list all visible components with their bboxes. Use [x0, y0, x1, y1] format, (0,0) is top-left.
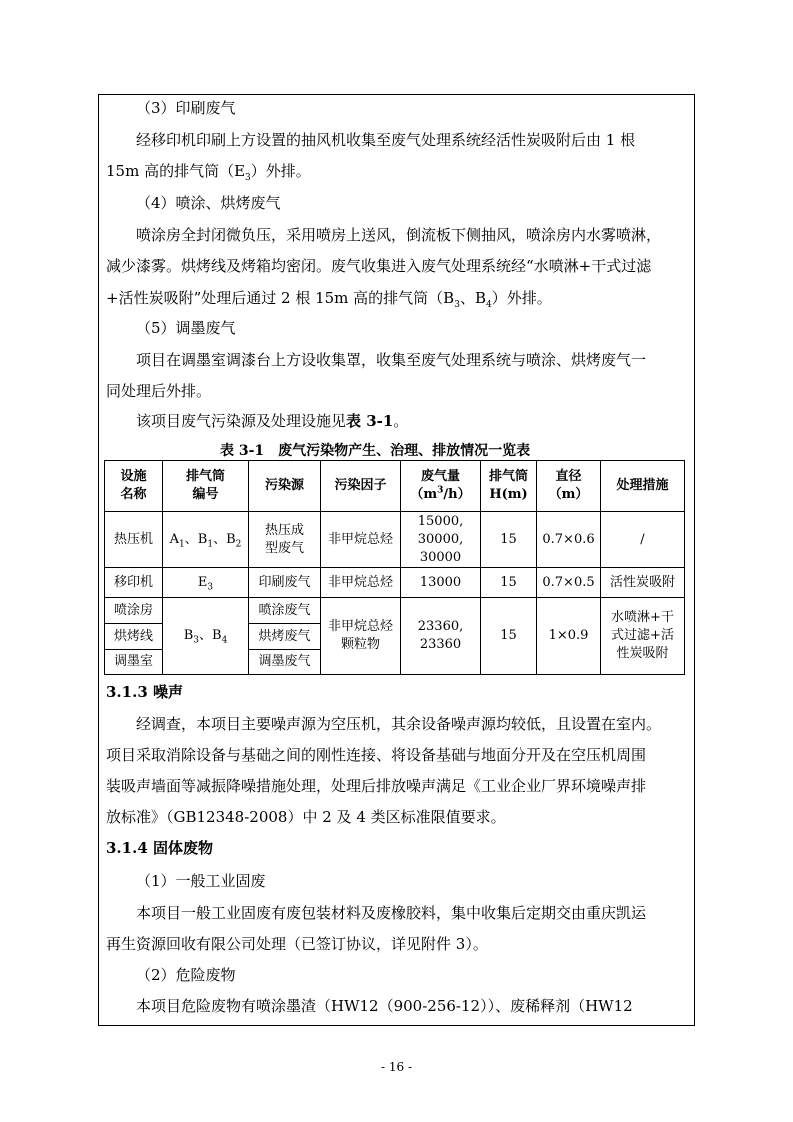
cell-facility: 喷涂房 — [105, 598, 163, 624]
paragraph-noise-line2: 项目采取消除设备与基础之间的刚性连接、将设备基础与地面分开及在空压机周围 — [106, 746, 647, 764]
paragraph-noise-line1: 经调查，本项目主要噪声源为空压机，其余设备噪声源均较低，且设置在室内。 — [136, 715, 662, 733]
paragraph-spray-line3: +活性炭吸附”处理后通过 2 根 15m 高的排气筒（$B_3$、$B_4$）外排。 — [106, 289, 552, 310]
cell-diameter: 0.7×0.5 — [537, 568, 601, 598]
paragraph-noise-line4: 放标准》（GB12348-2008）中 2 及 4 类区标准限值要求。 — [106, 808, 506, 826]
paragraph-spray-line2: 减少漆雾。烘烤线及烤箱均密闭。废气收集进入废气处理系统经“水喷淋+干式过滤 — [106, 257, 652, 275]
cell-factor: 非甲烷总烃 颗粒物 — [321, 598, 401, 675]
paragraph-spray-line1: 喷涂房全封闭微负压，采用喷房上送风，倒流板下侧抽风，喷涂房内水雾喷淋， — [136, 226, 662, 244]
section-heading-noise: 3.1.3 噪声 — [106, 683, 183, 701]
cell-facility: 热压机 — [105, 512, 163, 568]
paragraph-waste-line2: 再生资源回收有限公司处理（已签订协议，详见附件 3）。 — [106, 935, 488, 953]
subheading-ink-gas: （5）调墨废气 — [136, 319, 236, 337]
cell-source: 烘烤废气 — [249, 624, 321, 650]
cell-source: 印刷废气 — [249, 568, 321, 598]
table-header-row — [105, 461, 685, 512]
header-volume: 废气量 $(m^3/h)$ — [401, 461, 481, 512]
header-measure: 处理措施 — [601, 461, 685, 512]
header-factor: 污染因子 — [321, 461, 401, 512]
cell-diameter: 0.7×0.6 — [537, 512, 601, 568]
paragraph-ink-line1: 项目在调墨室调漆台上方设收集罩，收集至废气处理系统与喷涂、烘烤废气一 — [136, 351, 647, 369]
subheading-spray-gas: （4）喷涂、烘烤废气 — [136, 194, 281, 212]
cell-measure: 水喷淋+干 式过滤+活 性炭吸附 — [601, 598, 685, 675]
cell-factor: 非甲烷总烃 — [321, 568, 401, 598]
cell-source: 调墨废气 — [249, 650, 321, 675]
subheading-printing-gas: （3）印刷废气 — [136, 99, 236, 117]
paragraph-ink-line2: 同处理后外排。 — [106, 382, 212, 400]
cell-measure: / — [601, 512, 685, 568]
subheading-hazardous-waste: （2）危险废物 — [136, 966, 236, 984]
cell-height: 15 — [481, 598, 537, 675]
paragraph-printing-line2: 15m 高的排气筒$(E_3)$外排。 — [106, 162, 311, 183]
header-diameter: 直径 （m） — [537, 461, 601, 512]
cell-diameter: 1×0.9 — [537, 598, 601, 675]
cell-height: 15 — [481, 568, 537, 598]
subheading-general-waste: （1）一般工业固废 — [136, 872, 266, 890]
cell-facility: 调墨室 — [105, 650, 163, 675]
header-facility: 设施 名称 — [105, 461, 163, 512]
paragraph-table-ref: 该项目废气污染源及处理设施见表 3-1。 — [136, 412, 409, 430]
paragraph-waste-line1: 本项目一般工业固废有废包装材料及废橡胶料，集中收集后定期交由重庆凯运 — [136, 904, 647, 922]
section-heading-solid-waste: 3.1.4 固体废物 — [106, 839, 213, 857]
cell-facility: 移印机 — [105, 568, 163, 598]
cell-source: 热压成 型废气 — [249, 512, 321, 568]
table-row — [105, 568, 685, 598]
paragraph-printing-line1: 经移印机印刷上方设置的抽风机收集至废气处理系统经活性炭吸附后由 1 根 — [136, 131, 636, 149]
cell-height: 15 — [481, 512, 537, 568]
cell-measure: 活性炭吸附 — [601, 568, 685, 598]
emission-table — [104, 460, 685, 675]
cell-stack-id: $A_1$、$B_1$、$B_2$ — [163, 512, 249, 568]
cell-stack-id: $B_3$、$B_4$ — [163, 598, 249, 675]
cell-volume: 15000, 30000, 30000 — [401, 512, 481, 568]
table-caption: 表 3-1 废气污染物产生、治理、排放情况一览表 — [220, 443, 531, 459]
table-row — [105, 512, 685, 568]
paragraph-waste-line3: 本项目危险废物有喷涂墨渣（HW12（900-256-12））、废稀释剂（HW12 — [136, 997, 633, 1015]
header-stack-height: 排气筒 H(m) — [481, 461, 537, 512]
header-source: 污染源 — [249, 461, 321, 512]
cell-source: 喷涂废气 — [249, 598, 321, 624]
page-number: - 16 - — [380, 1060, 412, 1074]
cell-facility: 烘烤线 — [105, 624, 163, 650]
header-stack-id: 排气筒 编号 — [163, 461, 249, 512]
cell-volume: 13000 — [401, 568, 481, 598]
table-row — [105, 598, 685, 624]
cell-stack-id: $E_3$ — [163, 568, 249, 598]
cell-factor: 非甲烷总烃 — [321, 512, 401, 568]
cell-volume: 23360, 23360 — [401, 598, 481, 675]
paragraph-noise-line3: 装吸声墙面等减振降噪措施处理，处理后排放噪声满足《工业企业厂界环境噪声排 — [106, 777, 647, 795]
